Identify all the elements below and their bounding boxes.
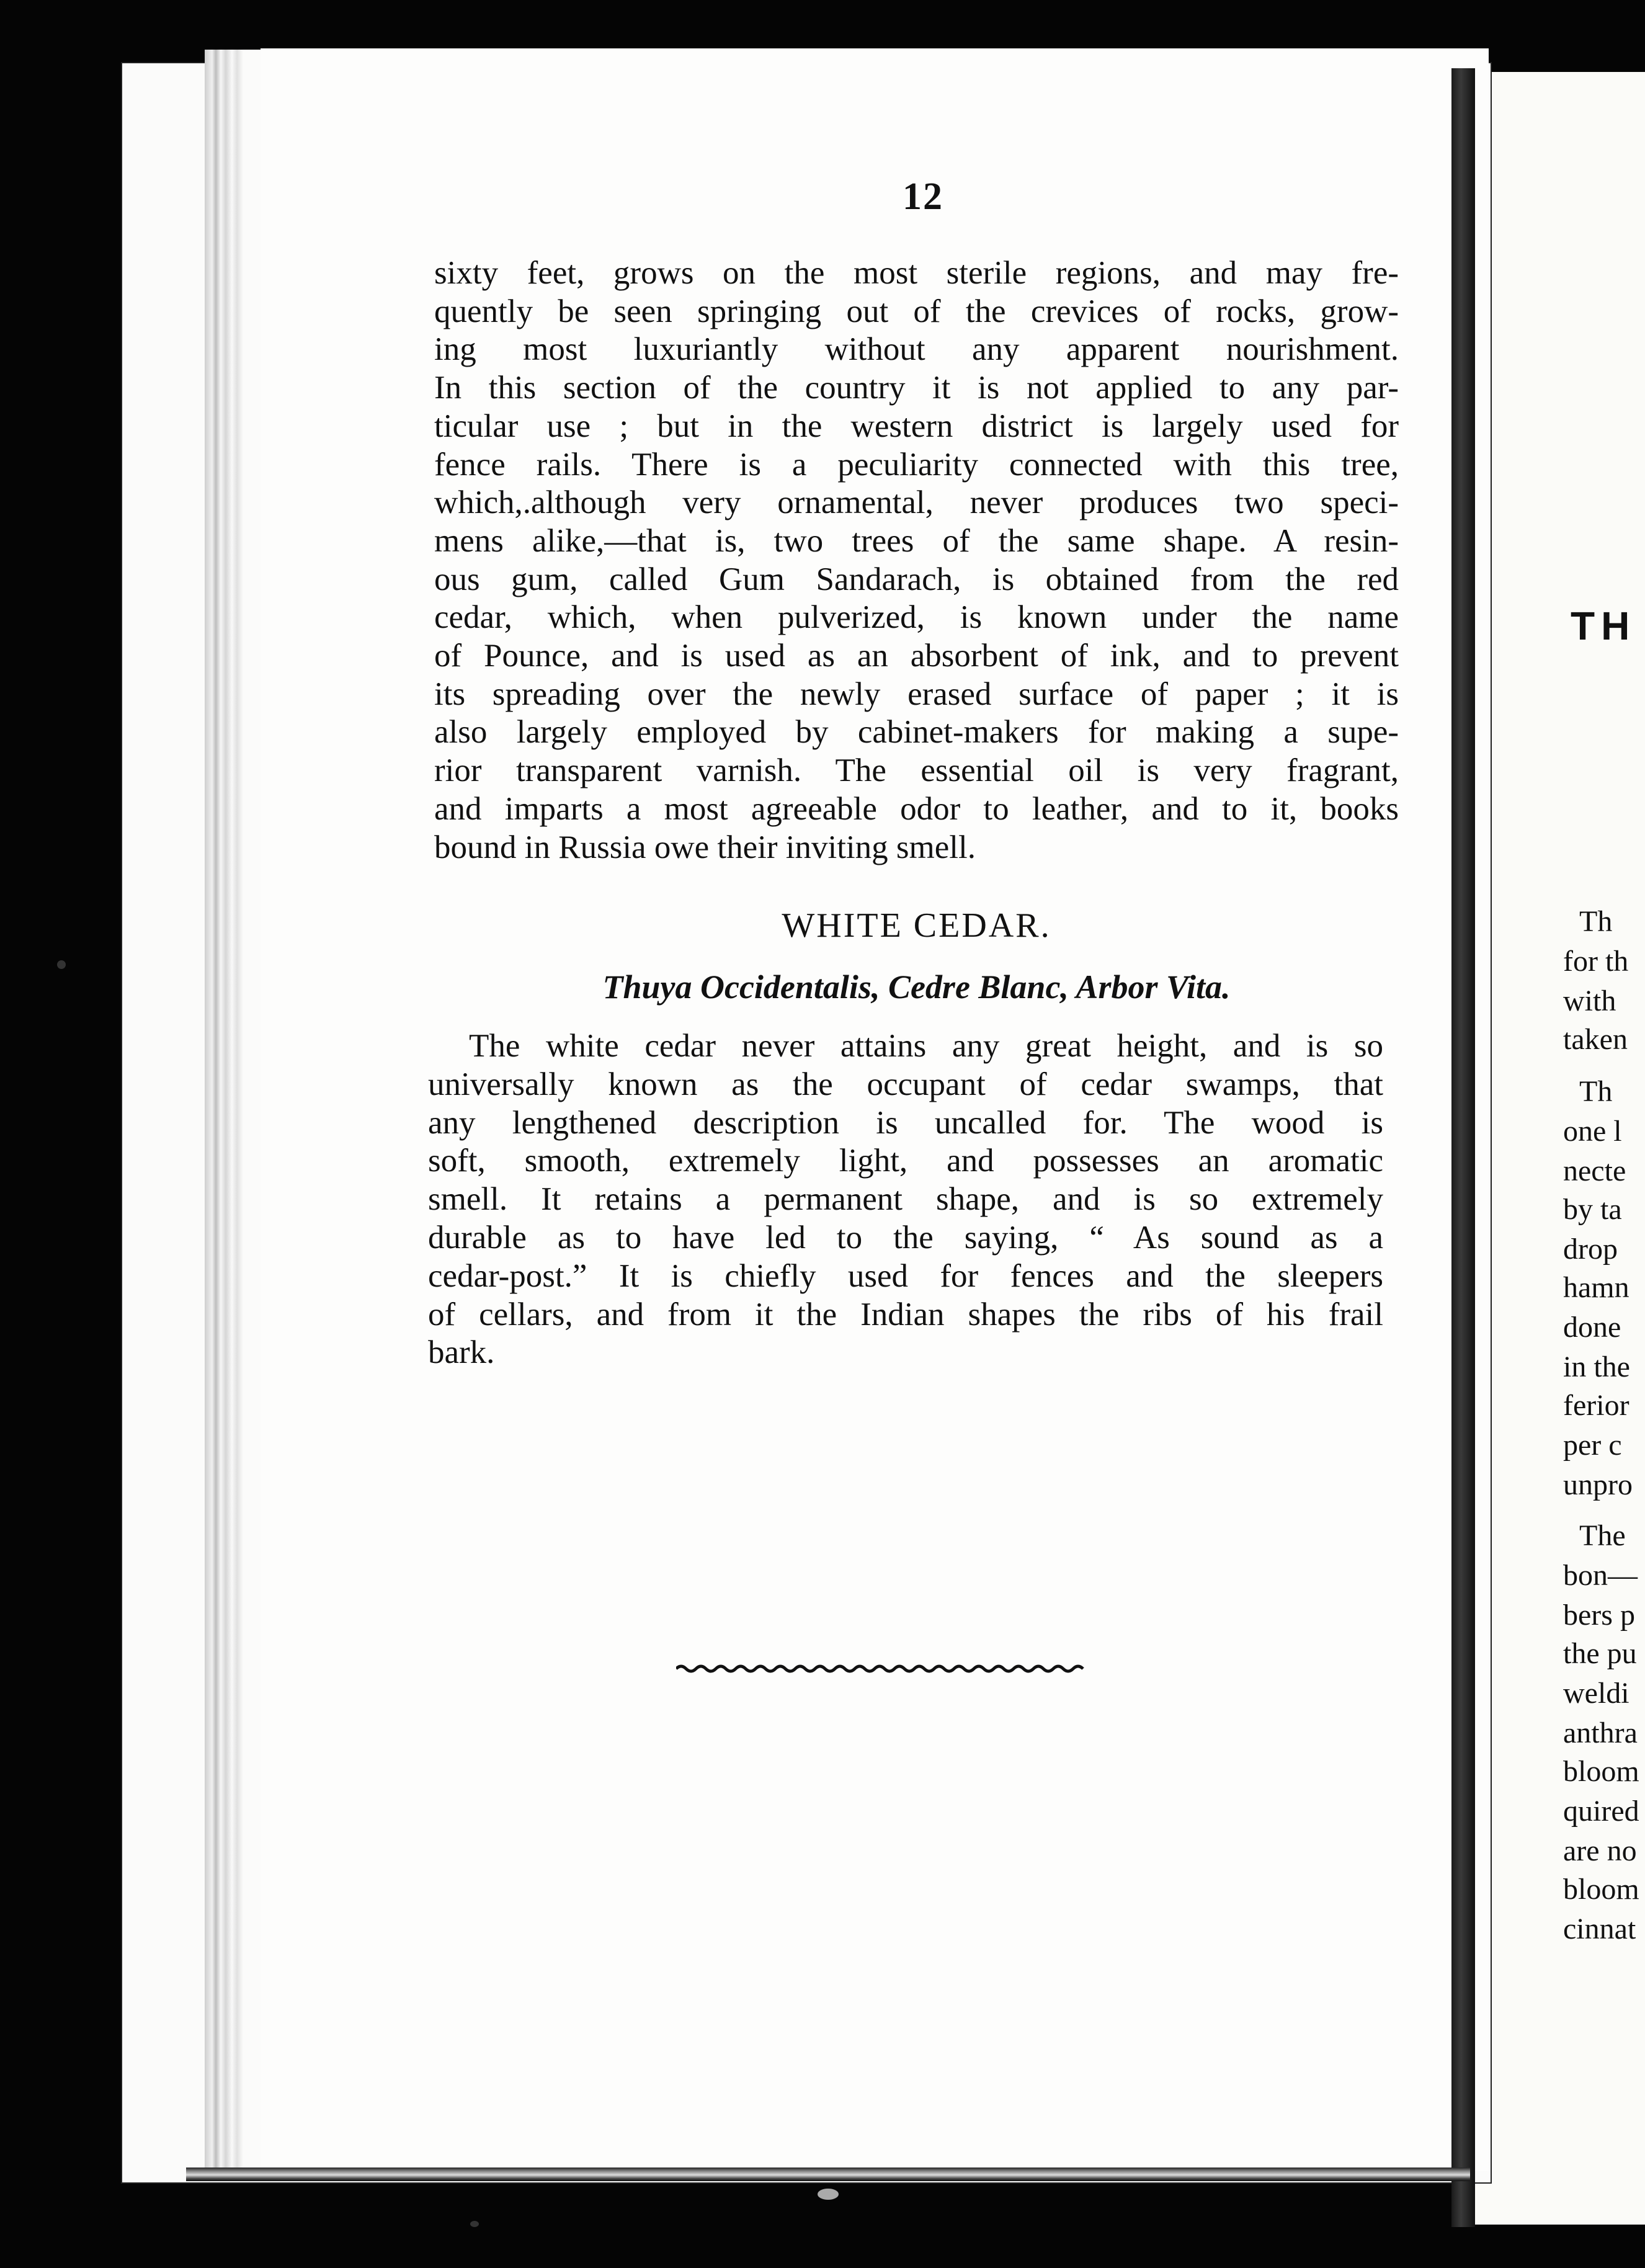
text-line: bound in Russia owe their inviting smell. xyxy=(434,829,976,865)
next-page-line: hamn xyxy=(1563,1271,1629,1304)
text-line: durable as to have led to the saying, “ As sound as a xyxy=(428,1219,1383,1256)
text-line: cedar, which, when pulverized, is known under the name xyxy=(434,599,1399,636)
text-line: also largely employed by cabinet-makers for making a supe- xyxy=(434,714,1399,751)
next-page-line: bloom xyxy=(1563,1873,1639,1906)
next-page-line: the pu xyxy=(1563,1637,1637,1670)
text-line: of Pounce, and is used as an absorbent of ink, and to prevent xyxy=(434,638,1399,674)
next-page-line: quired xyxy=(1563,1795,1639,1828)
next-page-line: Th xyxy=(1579,1075,1613,1108)
text-line: its spreading over the newly erased surface of paper ; it is xyxy=(434,676,1399,712)
next-page-line: necte xyxy=(1563,1154,1626,1187)
text-line: soft, smooth, extremely light, and possesses an aromatic xyxy=(428,1143,1383,1179)
text-line: The white cedar never attains any great height, and is so xyxy=(469,1028,1383,1064)
book-spine xyxy=(1451,68,1475,2227)
next-page-line: bers p xyxy=(1563,1599,1635,1632)
next-page-line: weldi xyxy=(1563,1677,1629,1710)
text-line: rior transparent varnish. The essential oil is very fragrant, xyxy=(434,752,1399,789)
next-page-line: done xyxy=(1563,1311,1621,1344)
paragraph-red-cedar xyxy=(434,254,1399,867)
text-line: ing most luxuriantly without any apparent nourishment. xyxy=(434,331,1399,368)
text-line: mens alike,—that is, two trees of the same shape. A resin- xyxy=(434,522,1399,559)
next-page-line: cinnat xyxy=(1563,1913,1636,1945)
text-line: sixty feet, grows on the most sterile regions, and may fre- xyxy=(434,255,1399,291)
text-line: ticular use ; but in the western district is largely used for xyxy=(434,408,1399,444)
text-line: quently be seen springing out of the crevices of rocks, grow- xyxy=(434,293,1399,329)
text-line: and imparts a most agreeable odor to leather, and to it, books xyxy=(434,790,1399,827)
scan-speck xyxy=(57,960,66,969)
page-edge-strips xyxy=(205,50,261,2171)
page-number: 12 xyxy=(903,176,943,218)
wavy-rule-ornament xyxy=(676,1660,1086,1679)
text-line: fence rails. There is a peculiarity connected with this tree, xyxy=(434,446,1399,483)
next-page-heading: TH xyxy=(1571,604,1636,648)
scan-speck xyxy=(470,2221,479,2227)
next-page-line: bon— xyxy=(1563,1559,1638,1592)
text-line: bark. xyxy=(428,1334,495,1371)
text-line: ous gum, called Gum Sandarach, is obtained from the red xyxy=(434,561,1399,597)
next-page-line: are no xyxy=(1563,1834,1637,1867)
next-page-line: in the xyxy=(1563,1351,1630,1383)
next-page-line: The xyxy=(1579,1519,1626,1552)
text-line: smell. It retains a permanent shape, and is so extremely xyxy=(428,1181,1383,1218)
scan-speck xyxy=(818,2189,839,2200)
page-bottom-edge xyxy=(186,2168,1470,2181)
text-line: cedar-post.” It is chiefly used for fences and the sleepers xyxy=(428,1257,1383,1294)
next-page-line: taken xyxy=(1563,1023,1628,1056)
paragraph-white-cedar xyxy=(428,1027,1383,1372)
next-page-line: one l xyxy=(1563,1115,1622,1148)
next-page-line: unpro xyxy=(1563,1468,1633,1501)
text-line: which,.although very ornamental, never produces two speci- xyxy=(434,484,1399,521)
next-page-line: Th xyxy=(1579,905,1613,938)
next-page-line: with xyxy=(1563,984,1616,1017)
section-subtitle: Thuya Occidentalis, Cedre Blanc, Arbor Vita. xyxy=(602,968,1231,1006)
next-page-line: anthra xyxy=(1563,1717,1638,1749)
next-page-line: by ta xyxy=(1563,1193,1622,1226)
text-line: In this section of the country it is not applied to any par- xyxy=(434,370,1399,406)
text-line: universally known as the occupant of cedar swamps, that xyxy=(428,1066,1383,1102)
next-page-line: drop xyxy=(1563,1233,1618,1266)
text-line: any lengthened description is uncalled for. The wood is xyxy=(428,1104,1383,1141)
text-line: of cellars, and from it the Indian shapes the ribs of his frail xyxy=(428,1296,1383,1333)
next-page-line: per c xyxy=(1563,1429,1622,1462)
next-page-line: bloom xyxy=(1563,1755,1639,1788)
section-title: WHITE CEDAR. xyxy=(782,906,1051,945)
next-page-line: ferior xyxy=(1563,1389,1629,1422)
next-page-line: for th xyxy=(1563,945,1629,978)
